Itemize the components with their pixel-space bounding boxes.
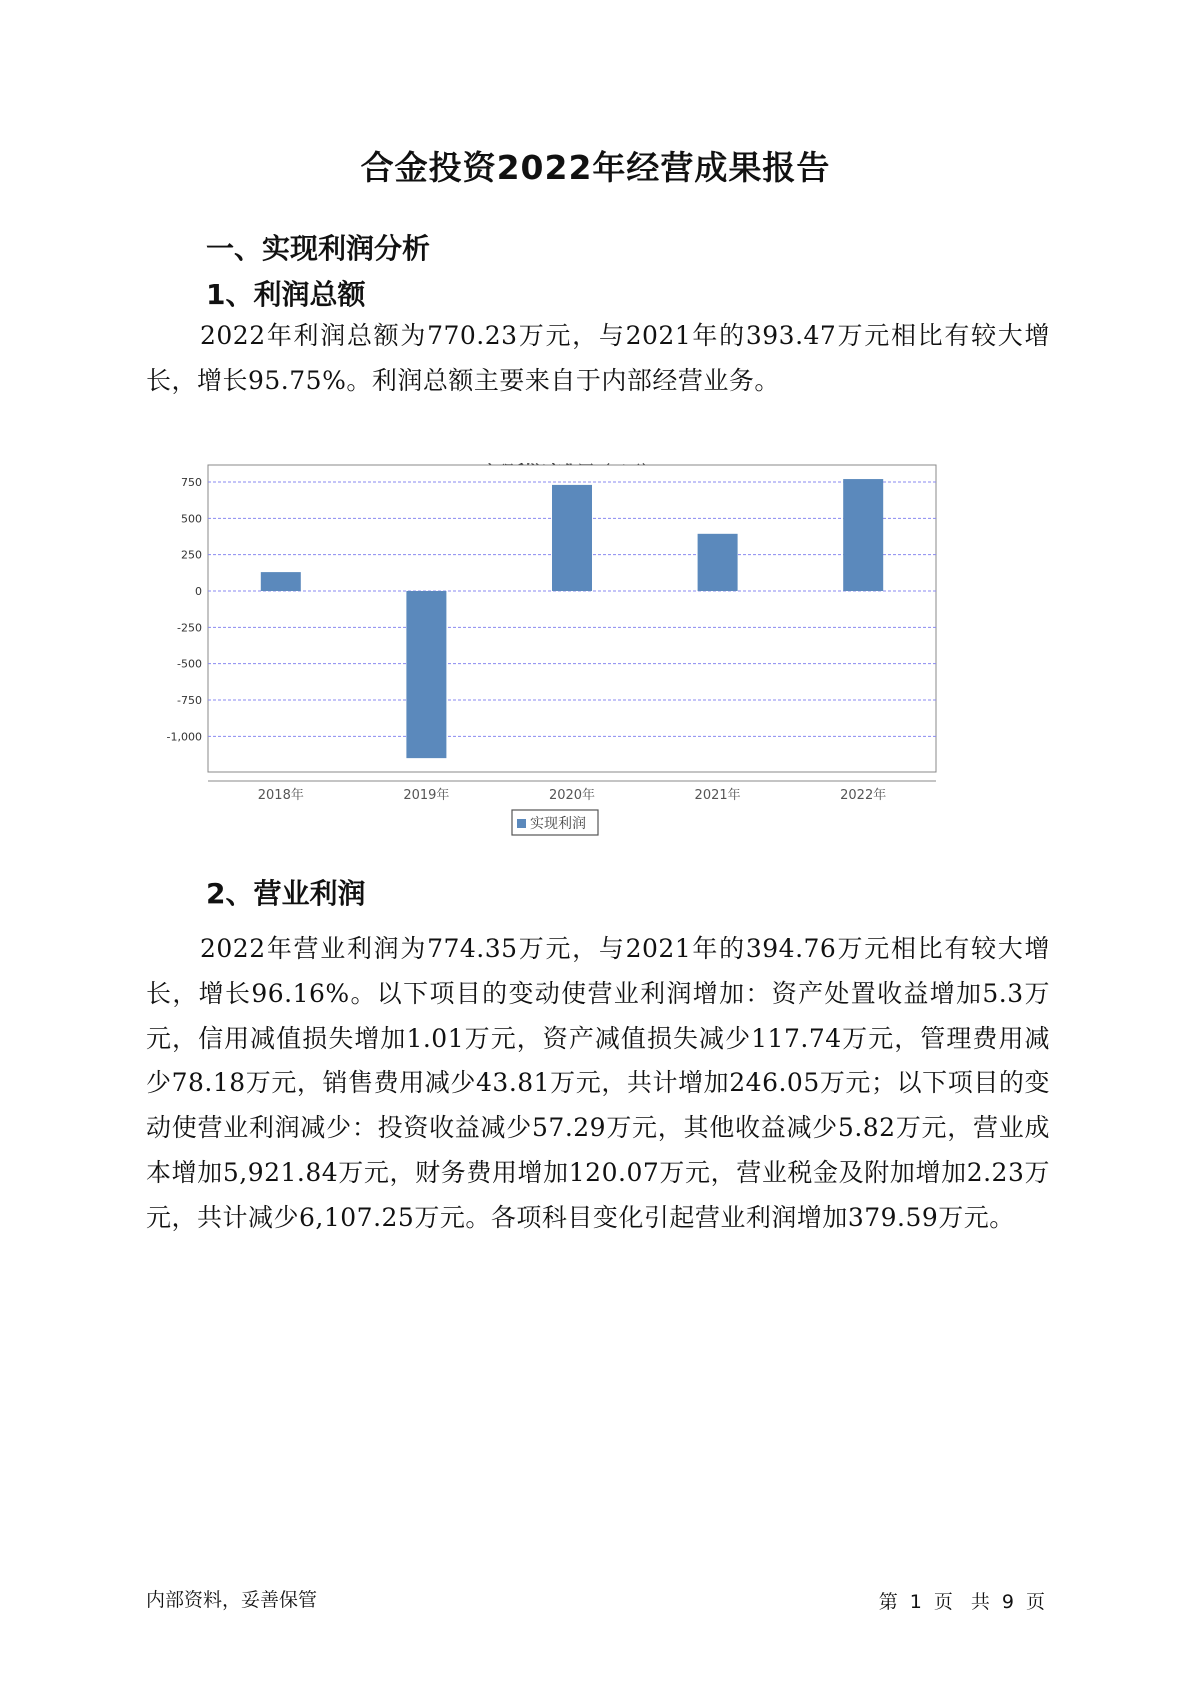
profit-bar-chart: [160, 455, 1000, 855]
y-tick-label: 0: [195, 585, 202, 598]
y-tick-label: 250: [181, 548, 202, 562]
x-tick-label: 2020年: [548, 788, 596, 803]
legend: [512, 810, 598, 835]
bar-2021年: [698, 534, 738, 591]
x-tick-label: 2022年: [840, 788, 887, 803]
x-tick-label: 2021年: [694, 788, 741, 803]
bar-2018年: [261, 572, 301, 591]
section-heading-profit-analysis: 一、实现利润分析: [206, 232, 431, 265]
paragraph-total-profit: 2022年利润总额为770.23万元，与2021年的393.47万元相比有较大增长，增长95.75%。利润总额主要来自于内部经营业务。: [146, 321, 1050, 395]
bar-2022年: [843, 479, 883, 591]
legend-swatch: [517, 819, 526, 828]
y-tick-label: 750: [181, 476, 202, 489]
y-tick-label: -500: [177, 657, 202, 671]
subheading-operating-profit: 2、营业利润: [206, 877, 366, 910]
footer-confidential-note: 内部资料，妥善保管: [146, 1589, 318, 1611]
legend-label: 实现利润: [530, 816, 586, 832]
y-tick-label: -250: [177, 621, 202, 635]
document-title: 合金投资2022年经营成果报告: [360, 148, 831, 187]
bar-2019年: [406, 591, 446, 758]
x-tick-label: 2018年: [257, 788, 304, 803]
page-number: 第 1 页 共 9 页: [878, 1591, 1045, 1613]
y-tick-label: -1,000: [166, 730, 202, 744]
subheading-total-profit: 1、利润总额: [206, 278, 366, 311]
x-tick-label: 2019年: [403, 788, 450, 803]
bar-2020年: [552, 485, 592, 591]
y-tick-label: -750: [177, 694, 202, 707]
paragraph-operating-profit: 2022年营业利润为774.35万元，与2021年的394.76万元相比有较大增长，增长96.16%。以下项目的变动使营业利润增加：资产处置收益增加5.3万元，信用减值损失增加1.01万元，资产减值损失减少117.74万元，管理费用减少78.18万元，销售费用减少43.81万元，共计增加246.05万元；以下项目的变动使营业利润减少：投资收益减少57.29万元，其他收益减少5.82万元，营业成本增加5,921.84万元，财务费用增加120.07万元，营业税金及附加增加2.23万元，共计减少6,107.25万元。各项科目变化引起营业利润增加379.59万元。: [146, 934, 1050, 1232]
y-tick-label: 500: [181, 512, 202, 526]
